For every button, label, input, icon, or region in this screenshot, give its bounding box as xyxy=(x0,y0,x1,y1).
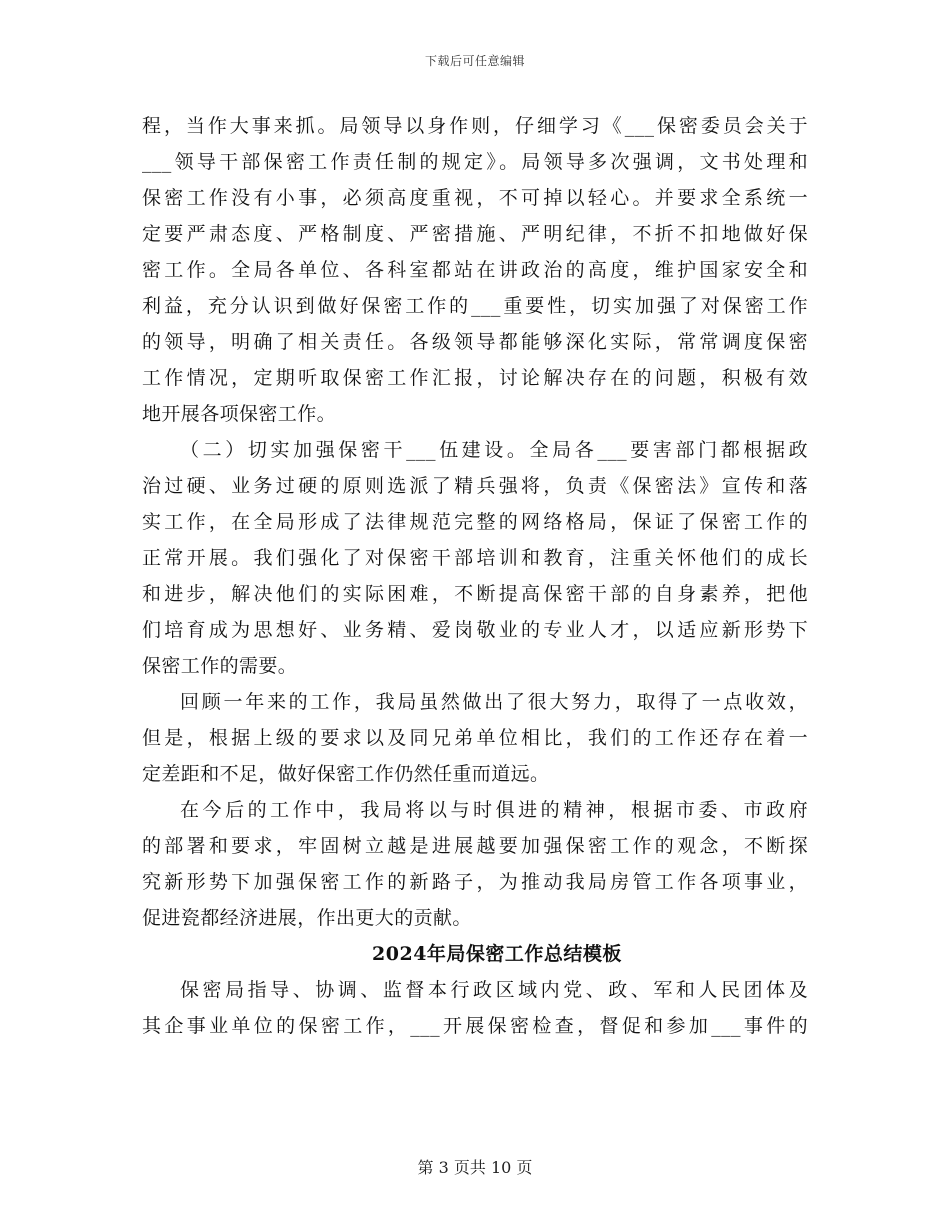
paragraph-line: 地开展各项保密工作。 xyxy=(142,403,337,425)
paragraph-line: ___领导干部保密工作责任制的规定》。局领导多次强调，文书处理和 xyxy=(142,151,808,173)
paragraph-line: 究新形势下加强保密工作的新路子，为推动我局房管工作各项事业， xyxy=(142,871,808,893)
paragraph-line: 定要严肃态度、严格制度、严密措施、严明纪律，不折不扣地做好保 xyxy=(142,223,808,245)
paragraph-line: 其企事业单位的保密工作，___开展保密检查，督促和参加___事件的 xyxy=(142,1015,808,1037)
paragraph-line: 促进瓷都经济进展，作出更大的贡献。 xyxy=(142,907,472,929)
paragraph-2 xyxy=(142,432,808,684)
paragraph-line: 的领导，明确了相关责任。各级领导都能够深化实际，常常调度保密 xyxy=(142,331,808,353)
paragraph-line: 定差距和不足，做好保密工作仍然任重而道远。 xyxy=(142,763,550,785)
paragraph-line: 保密工作没有小事，必须高度重视，不可掉以轻心。并要求全系统一 xyxy=(142,187,808,209)
paragraph-line: （二）切实加强保密干___伍建设。全局各___要害部门都根据政 xyxy=(180,439,808,461)
paragraph-line: 和进步，解决他们的实际困难，不断提高保密干部的自身素养，把他 xyxy=(142,583,808,605)
paragraph-line: 利益，充分认识到做好保密工作的___重要性，切实加强了对保密工作 xyxy=(142,295,808,317)
paragraph-line: 正常开展。我们强化了对保密干部培训和教育，注重关怀他们的成长 xyxy=(142,547,808,569)
paragraph-line: 保密局指导、协调、监督本行政区域内党、政、军和人民团体及 xyxy=(180,979,808,1001)
page-number: 第 3 页共 10 页 xyxy=(417,1158,533,1177)
paragraph-line: 密工作。全局各单位、各科室都站在讲政治的高度，维护国家安全和 xyxy=(142,259,808,281)
paragraph-4 xyxy=(142,792,808,936)
document-body xyxy=(142,108,808,1044)
section-title: 2024年局保密工作总结模板 xyxy=(372,943,622,965)
paragraph-line: 回顾一年来的工作，我局虽然做出了很大努力，取得了一点收效， xyxy=(180,691,808,713)
header-note: 下载后可任意编辑 xyxy=(424,54,525,68)
section-paragraph xyxy=(142,972,808,1044)
paragraph-line: 在今后的工作中，我局将以与时俱进的精神，根据市委、市政府 xyxy=(180,799,808,821)
paragraph-line: 治过硬、业务过硬的原则选派了精兵强将，负责《保密法》宣传和落 xyxy=(142,475,808,497)
paragraph-line: 保密工作的需要。 xyxy=(142,655,298,677)
paragraph-line: 实工作，在全局形成了法律规范完整的网络格局，保证了保密工作的 xyxy=(142,511,808,533)
paragraph-line: 们培育成为思想好、业务精、爱岗敬业的专业人才，以适应新形势下 xyxy=(142,619,808,641)
paragraph-1 xyxy=(142,108,808,432)
paragraph-line: 程，当作大事来抓。局领导以身作则，仔细学习《___保密委员会关于 xyxy=(142,115,808,137)
paragraph-line: 工作情况，定期听取保密工作汇报，讨论解决存在的问题，积极有效 xyxy=(142,367,808,389)
paragraph-line: 但是，根据上级的要求以及同兄弟单位相比，我们的工作还存在着一 xyxy=(142,727,808,749)
paragraph-line: 的部署和要求，牢固树立越是进展越要加强保密工作的观念，不断探 xyxy=(142,835,808,857)
paragraph-3 xyxy=(142,684,808,792)
